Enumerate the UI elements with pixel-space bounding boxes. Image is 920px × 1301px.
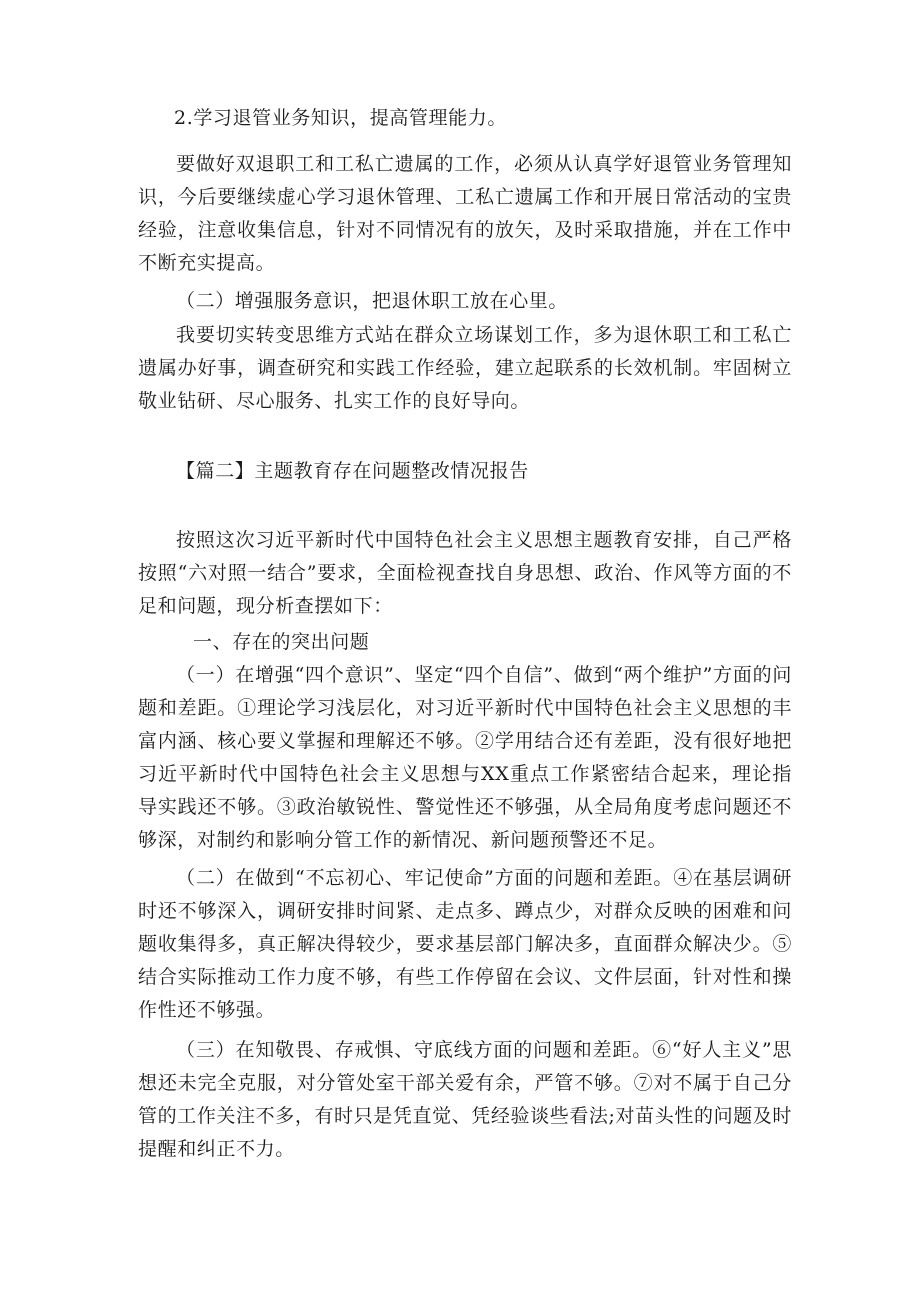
paragraph-problem-two: （二）在做到“不忘初心、牢记使命”方面的问题和差距。④在基层调研时还不够深入，调研安排时间紧、走点多、蹲点少，对群众反映的困难和问题收集得多，真正解决得较少，要求基层部门解决多，直面群众解决少。⑤结合实际推动工作力度不够，有些工作停留在会议、文件层面，针对性和操作性还不够强。 xyxy=(138,867,792,1021)
heading-service-awareness: （二）增强服务意识，把退休职工放在心里。 xyxy=(176,290,569,312)
paragraph-problem-three: （三）在知敬畏、存戒惧、守底线方面的问题和差距。⑥“好人主义”思想还未完全克服，对分管处室干部关爱有余，严管不够。⑦对不属于自己分管的工作关注不多，有时只是凭直觉、凭经验谈些看法;对苗头性的问题及时提醒和纠正不力。 xyxy=(138,1039,792,1160)
paragraph-retirement-work: 要做好双退职工和工私亡遗属的工作，必须从认真学好退管业务管理知识，今后要继续虚心学习退休管理、工私亡遗属工作和开展日常活动的宝贵经验，注意收集信息，针对不同情况有的放矢，及时采取措施，并在工作中不断充实提高。 xyxy=(138,153,792,274)
heading-learn-knowledge: 2.学习退管业务知识，提高管理能力。 xyxy=(174,107,507,129)
paragraph-problem-one: （一）在增强“四个意识”、坚定“四个自信”、做到“两个维护”方面的问题和差距。①理论学习浅层化，对习近平新时代中国特色社会主义思想的丰富内涵、核心要义掌握和理解还不够。②学用结合还有差距，没有很好地把习近平新时代中国特色社会主义思想与XX重点工作紧密结合起来，理论指导实践还不够。③政治敏锐性、警觉性还不够强，从全局角度考虑问题还不够深，对制约和影响分管工作的新情况、新问题预警还不足。 xyxy=(138,664,792,851)
paragraph-change-thinking: 我要切实转变思维方式站在群众立场谋划工作，多为退休职工和工私亡遗属办好事，调查研究和实践工作经验，建立起联系的长效机制。牢固树立敬业钻研、尽心服务、扎实工作的良好导向。 xyxy=(138,324,792,412)
heading-prominent-problems: 一、存在的突出问题 xyxy=(193,631,370,653)
section-title: 【篇二】主题教育存在问题整改情况报告 xyxy=(176,460,529,482)
paragraph-intro: 按照这次习近平新时代中国特色社会主义思想主题教育安排，自己严格按照“六对照一结合”要求，全面检视查找自身思想、政治、作风等方面的不足和问题，现分析查摆如下： xyxy=(138,529,792,617)
